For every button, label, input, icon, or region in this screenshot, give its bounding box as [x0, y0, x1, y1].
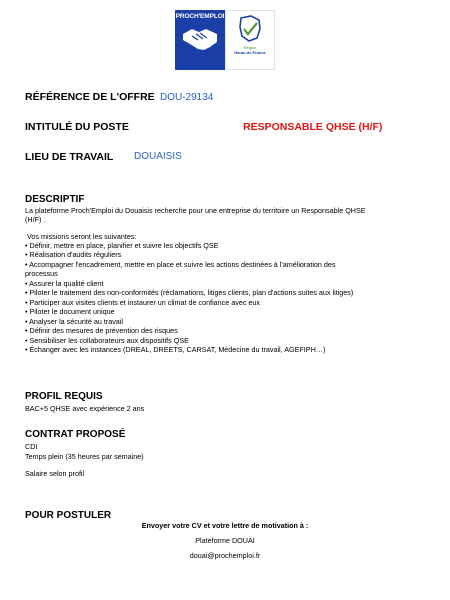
mission-item: • Analyser la sécurité au travail	[25, 316, 123, 326]
mission-item: • Définir des mesures de prévention des risques	[25, 326, 178, 336]
job-title-label: INTITULÉ DU POSTE	[25, 121, 129, 133]
postuler-platform: Plateforme DOUAI	[195, 536, 255, 545]
postuler-email[interactable]: douai@prochemploi.fr	[189, 551, 261, 560]
region-text	[234, 45, 266, 55]
descriptif-title: DESCRIPTIF	[25, 194, 85, 205]
region-map-icon	[237, 14, 263, 44]
mission-item: • Définir, mettre en place, planifier et suivre les objectifs QSE	[25, 241, 219, 250]
descriptif-intro-line1: La plateforme Proch'Emploi du Douaisis recherche pour une entreprise du territoire un Responsable QHSE	[25, 206, 366, 215]
mission-item: • Piloter le document unique	[25, 307, 115, 317]
region-logo-block	[225, 10, 275, 70]
mission-item: • Échanger avec les instances (DREAL, DREETS, CARSAT, Médecine du travail, AGEFIPH…)	[25, 344, 326, 354]
mission-item: • Participer aux visites clients et instaurer un climat de confiance avec eux	[25, 297, 261, 307]
mission-item: • Accompagner l'encadrement, mettre en place et suivre les actions destinées à l'amélioration des	[25, 259, 336, 269]
job-title-value: RESPONSABLE QHSE (H/F)	[243, 121, 383, 133]
reference-value: DOU-29134	[160, 92, 214, 103]
descriptif-intro-line2: (H/F) .	[25, 215, 46, 224]
contrat-title: CONTRAT PROPOSÉ	[25, 429, 126, 440]
mission-item: • Piloter le traitement des non-conformités (réclamations, litiges clients, plan d'actions suites aux litiges)	[25, 288, 354, 298]
postuler-title: POUR POSTULER	[25, 510, 112, 521]
prochemploi-brand-block	[175, 10, 225, 70]
mission-item: processus	[25, 269, 58, 279]
contrat-type: CDI	[25, 442, 38, 451]
region-line1: Région	[243, 45, 257, 50]
missions-heading: Vos missions seront les suivantes:	[25, 232, 137, 241]
handshake-icon	[180, 20, 220, 56]
region-line2: Hauts-de-France	[234, 50, 266, 55]
prochemploi-logo	[175, 10, 275, 70]
contrat-salary: Salaire selon profil	[25, 469, 85, 478]
workplace-label: LIEU DE TRAVAIL	[25, 151, 114, 163]
postuler-instruction: Envoyer votre CV et votre lettre de motivation à :	[141, 521, 309, 530]
mission-item: • Sensibiliser les collaborateurs aux dispositifs QSE	[25, 335, 189, 345]
reference-label: RÉFÉRENCE DE L'OFFRE	[25, 91, 155, 103]
profil-text: BAC+5 QHSE avec expérience 2 ans	[25, 404, 145, 413]
workplace-value: DOUAISIS	[134, 151, 182, 162]
mission-item: • Assurer la qualité client	[25, 278, 104, 288]
logo-brand-text: PROCH'EMPLOI	[175, 13, 225, 20]
profil-title: PROFIL REQUIS	[25, 391, 103, 402]
missions-list	[25, 241, 353, 354]
mission-item: • Réalisation d'audits réguliers	[25, 250, 122, 260]
contrat-hours: Temps plein (35 heures par semaine)	[25, 452, 144, 461]
